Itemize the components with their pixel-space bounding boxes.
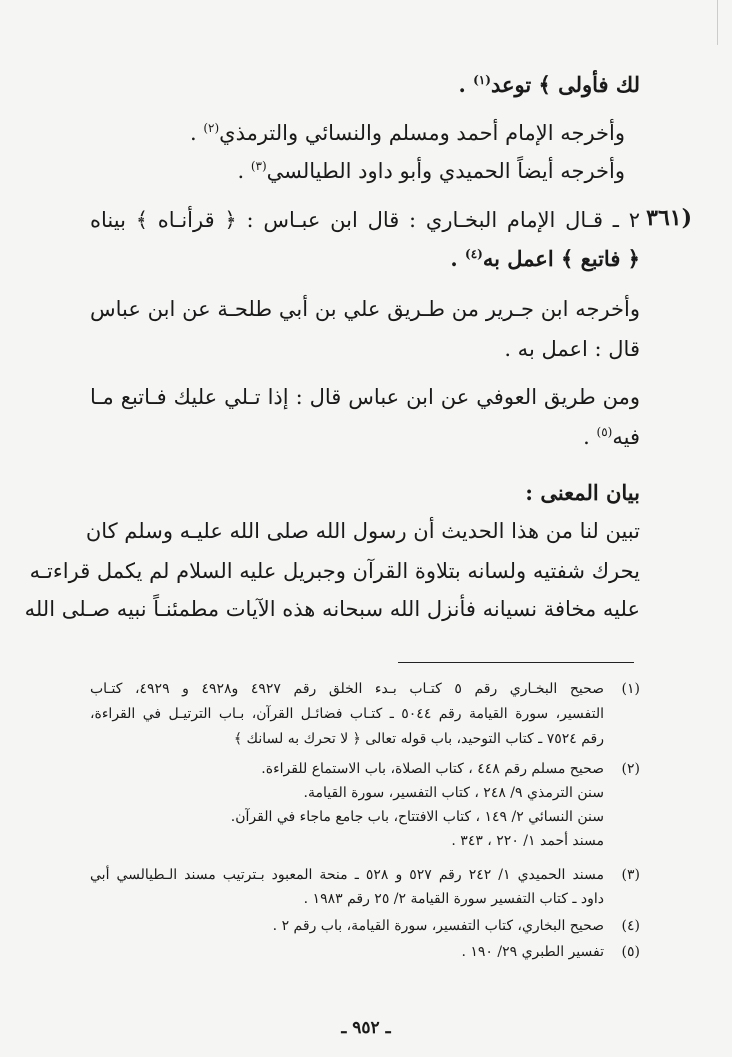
page-edge-line (717, 0, 718, 45)
footnote-1: (١) صحيح البخـاري رقم ٥ كتـاب بـدء الخلق رقم ٤٩٢٧ و٤٩٢٨ و ٤٩٢٩، كتـاب (90, 678, 640, 700)
text-line-2: وأخرجه الإمام أحمد ومسلم والنسائي والترمذي$^{(٢)}$ . (189, 121, 625, 145)
footnote-4-number: (٤) (621, 918, 640, 934)
footnote-1-line-3: رقم ٧٥٢٤ ـ كتاب التوحيد، باب قوله تعالى ﴿ لا تحرك به لسانك ﴾ (233, 731, 604, 747)
text-line-5: ﴿ فاتبع ﴾ اعمل به$^{(٤)}$ . (450, 246, 640, 271)
footnote-2-line-2: سنن الترمذي ٩/ ٢٤٨ ، كتاب التفسير، سورة القيامة. (303, 785, 604, 801)
footnote-1-line-2: التفسير، سورة القيامة رقم ٥٠٤٤ ـ كتـاب فضائـل القرآن، بـاب الترتيـل في القراءة، (90, 706, 604, 722)
text-line-11: يحرك شفتيه ولسانه بتلاوة القرآن وجبريل عليه السلام لم يكمل قراءتـه (29, 559, 640, 583)
footnote-ref-3: (٣) (250, 159, 267, 173)
page-number: ـ ٩٥٢ ـ (341, 1018, 391, 1038)
footnote-3-number: (٣) (621, 867, 640, 883)
footnote-ref-2: (٢) (203, 121, 220, 135)
footnote-2-line-4: مسند أحمد ١/ ٢٢٠ ، ٣٤٣ . (451, 833, 604, 849)
text-line-6: وأخرجه ابن جـرير من طـريق علي بن أبي طلحـة عن ابن عباس (90, 297, 640, 321)
footnote-2: (٢) صحيح مسلم رقم ٤٤٨ ، كتاب الصلاة، باب الاستماع للقراءة. (90, 758, 640, 780)
text-line-12: عليه مخافة نسيانه فأنزل الله سبحانه هذه الآيات مطمئنـاً نبيه صـلى الله (24, 597, 640, 621)
footnote-ref-5: (٥) (596, 425, 613, 439)
footnote-1-number: (١) (621, 681, 640, 697)
footnote-3: (٣) مسند الحميدي ١/ ٢٤٢ رقم ٥٢٧ و ٥٢٨ ـ منحة المعبود بـترتيب مسند الـطيالسي أبي (90, 864, 640, 886)
footnote-separator (398, 662, 634, 663)
footnote-ref-4: (٤) (465, 247, 483, 261)
text-line-1: لك فأولى ﴾ توعد$^{(١)}$ . (458, 72, 640, 97)
text-line-3: وأخرجه أيضاً الحميدي وأبو داود الطيالسي$^{(٣)}$ . (237, 159, 625, 183)
footnote-2-line-3: سنن النسائي ٢/ ١٤٩ ، كتاب الافتتاح، باب جامع ماجاء في القرآن. (230, 809, 604, 825)
text-line-7: قال : اعمل به . (504, 337, 640, 361)
text-line-10: تبين لنا من هذا الحديث أن رسول الله صلى الله عليـه وسلم كان (85, 519, 640, 543)
footnote-5: (٥) تفسير الطبري ٢٩/ ١٩٠ . (90, 941, 640, 963)
footnote-2-number: (٢) (621, 761, 640, 777)
hadith-number: (٣٦١ (646, 205, 692, 231)
section-heading: بيان المعنى : (525, 480, 640, 505)
text-line-4: ٢ ـ قـال الإمام البخـاري : قال ابن عبـاس : ﴿ قرأنـاه ﴾ بيناه (90, 208, 640, 232)
text-line-8: ومن طريق العوفي عن ابن عباس قال : إذا تـلي عليك فـاتبع مـا (90, 385, 640, 409)
text-line-9: فيه$^{(٥)}$ . (583, 425, 640, 449)
footnote-ref-1: (١) (473, 73, 491, 87)
footnote-4: (٤) صحيح البخاري، كتاب التفسير، سورة القيامة، باب رقم ٢ . (90, 915, 640, 937)
footnote-3-line-2: داود ـ كتاب التفسير سورة القيامة ٢/ ٢٥ رقم ١٩٨٣ . (303, 891, 604, 907)
footnote-5-number: (٥) (621, 944, 640, 960)
